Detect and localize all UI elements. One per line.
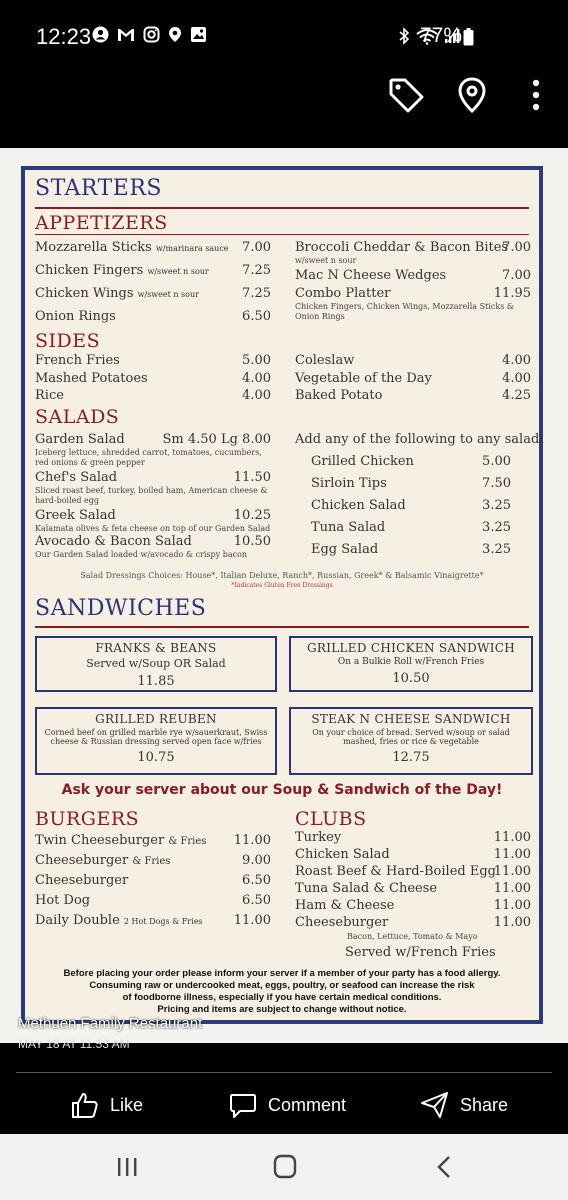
instagram-icon [143, 26, 160, 43]
more-vertical-icon[interactable] [516, 75, 556, 115]
battery-percent: 77% [420, 24, 463, 47]
list-item: Avocado & Bacon Salad 10.50 [35, 534, 271, 549]
list-item: Greek Salad 10.25 [35, 508, 271, 523]
item-description: Sliced roast beef, turkey, boiled ham, American cheese & hard-boiled egg [35, 486, 268, 505]
sandwich-box: GRILLED REUBEN Corned beef on grilled marble rye w/sauerkraut, Swiss cheese & Russian dressing served open face w/fries 10.75 [35, 707, 277, 775]
list-item: Sirloin Tips 7.50 [311, 476, 511, 491]
home-icon[interactable] [270, 1154, 300, 1180]
location-icon [168, 26, 182, 43]
sandwiches-heading: SANDWICHES [35, 596, 207, 621]
bluetooth-icon [398, 27, 410, 45]
share-label: Share [460, 1094, 509, 1115]
club-note: Bacon, Lettuce, Tomato & Mayo [347, 932, 478, 941]
list-item: Mozzarella Sticks w/marinara sauce 7.00 [35, 240, 271, 255]
menu-page [21, 166, 543, 1024]
list-item: Hot Dog 6.50 [35, 893, 271, 908]
reaction-bar [0, 1074, 568, 1134]
list-item: Coleslaw 4.00 [295, 353, 531, 368]
item-description: Chicken Fingers, Chicken Wings, Mozzarella Sticks & Onion Rings [295, 302, 514, 321]
comment-button[interactable] [228, 1090, 346, 1120]
allergy-notice: Before placing your order please inform your server if a member of your party has a food allergy. Consuming raw or undercooked meat, eggs, poultry, or seafood can increase the risk of foodborne illness, especially if you have certain medical conditions. Pricing and items are subject to change without notice. [63, 968, 501, 1015]
list-item: Egg Salad 3.25 [311, 542, 511, 557]
sandwich-box: FRANKS & BEANS Served w/Soup OR Salad 11.85 [35, 636, 277, 692]
post-author[interactable]: Methuen Family Restaurant [18, 1015, 203, 1032]
list-item: Roast Beef & Hard-Boiled Egg 11.00 [295, 864, 531, 879]
list-item: Cheeseburger 11.00 [295, 915, 531, 930]
sandwiches-rule [35, 626, 529, 628]
like-label: Like [110, 1094, 144, 1115]
list-item: Combo Platter 11.95 [295, 286, 531, 301]
list-item: Tuna Salad & Cheese 11.00 [295, 881, 531, 896]
list-item: Tuna Salad 3.25 [311, 520, 511, 535]
ask-server-banner: Ask your server about our Soup & Sandwich of the Day! [61, 782, 503, 798]
photo-action-bar [0, 70, 568, 148]
battery-icon [463, 28, 474, 46]
list-item: Chicken Salad 11.00 [295, 847, 531, 862]
list-item: Chicken Fingers w/sweet n sour 7.25 [35, 263, 271, 278]
list-item: Grilled Chicken 5.00 [311, 454, 511, 469]
appetizers-heading: APPETIZERS [35, 212, 168, 234]
back-icon[interactable] [430, 1154, 460, 1180]
gmail-icon [117, 26, 135, 43]
list-item: Baked Potato 4.25 [295, 388, 531, 403]
post-date: MAY 18 AT 11:53 AM [18, 1037, 130, 1051]
list-item: Chicken Salad 3.25 [311, 498, 511, 513]
notification-icons [92, 26, 207, 43]
item-description: Kalamata olives & feta cheese on top of our Garden Salad [35, 524, 271, 533]
salads-heading: SALADS [35, 406, 120, 428]
sandwich-box: GRILLED CHICKEN SANDWICH On a Bulkie Roll w/French Fries 10.50 [289, 636, 533, 692]
list-item: Daily Double 2 Hot Dogs & Fries 11.00 [35, 913, 271, 928]
burgers-heading: BURGERS [35, 808, 140, 830]
sides-heading: SIDES [35, 330, 101, 352]
list-item: Cheeseburger & Fries 9.00 [35, 853, 271, 868]
list-item: Mashed Potatoes 4.00 [35, 371, 271, 386]
item-description: Our Garden Salad loaded w/avocado & crispy bacon [35, 550, 248, 559]
gallery-icon [190, 26, 207, 43]
clubs-heading: CLUBS [295, 808, 367, 830]
list-item: Ham & Cheese 11.00 [295, 898, 531, 913]
menu-photo[interactable] [0, 148, 568, 1043]
list-item: Garden Salad Sm 4.50 Lg 8.00 [35, 432, 271, 447]
list-item: Rice 4.00 [35, 388, 271, 403]
comment-label: Comment [268, 1094, 347, 1115]
list-item: Vegetable of the Day 4.00 [295, 371, 531, 386]
list-item: Chef's Salad 11.50 [35, 470, 271, 485]
list-item: Broccoli Cheddar & Bacon Bites 7.00 [295, 240, 531, 255]
recent-apps-icon[interactable] [112, 1154, 142, 1180]
appetizers-rule [35, 234, 529, 235]
club-served: Served w/French Fries [345, 945, 496, 960]
navigation-bar [0, 1134, 568, 1200]
list-item: Turkey 11.00 [295, 830, 531, 845]
list-item: Cheeseburger 6.50 [35, 873, 271, 888]
divider [16, 1072, 552, 1073]
list-item: Onion Rings 6.50 [35, 309, 271, 324]
starters-heading: STARTERS [35, 176, 162, 201]
starters-rule [35, 207, 529, 209]
list-item: Chicken Wings w/sweet n sour 7.25 [35, 286, 271, 301]
share-button[interactable] [420, 1090, 508, 1120]
item-description: w/sweet n sour [295, 256, 357, 265]
comment-icon [228, 1090, 258, 1120]
thumbs-up-icon [70, 1090, 100, 1120]
account-icon [92, 26, 109, 43]
sandwich-box: STEAK N CHEESE SANDWICH On your choice of bread. Served w/soup or salad mashed, fries or rice & vegetable 12.75 [289, 707, 533, 775]
list-item: French Fries 5.00 [35, 353, 271, 368]
like-button[interactable] [70, 1090, 143, 1120]
list-item: Mac N Cheese Wedges 7.00 [295, 268, 531, 283]
item-description: Iceberg lettuce, shredded carrot, tomatoes, cucumbers, red onions & green pepper [35, 448, 262, 467]
salad-addon-title: Add any of the following to any salad: [295, 432, 544, 447]
dressings-note: Salad Dressings Choices: House*, Italian Deluxe, Ranch*, Russian, Greek* & Balsamic Vinaigrette* [80, 571, 484, 580]
list-item: Twin Cheeseburger & Fries 11.00 [35, 833, 271, 848]
location-pin-icon[interactable] [452, 75, 492, 115]
status-time: 12:23 [36, 24, 92, 49]
status-bar [0, 0, 568, 70]
tag-icon[interactable] [386, 75, 426, 115]
gluten-note: *Indicates Gluten Free Dressings [231, 582, 333, 589]
share-icon [420, 1090, 450, 1120]
